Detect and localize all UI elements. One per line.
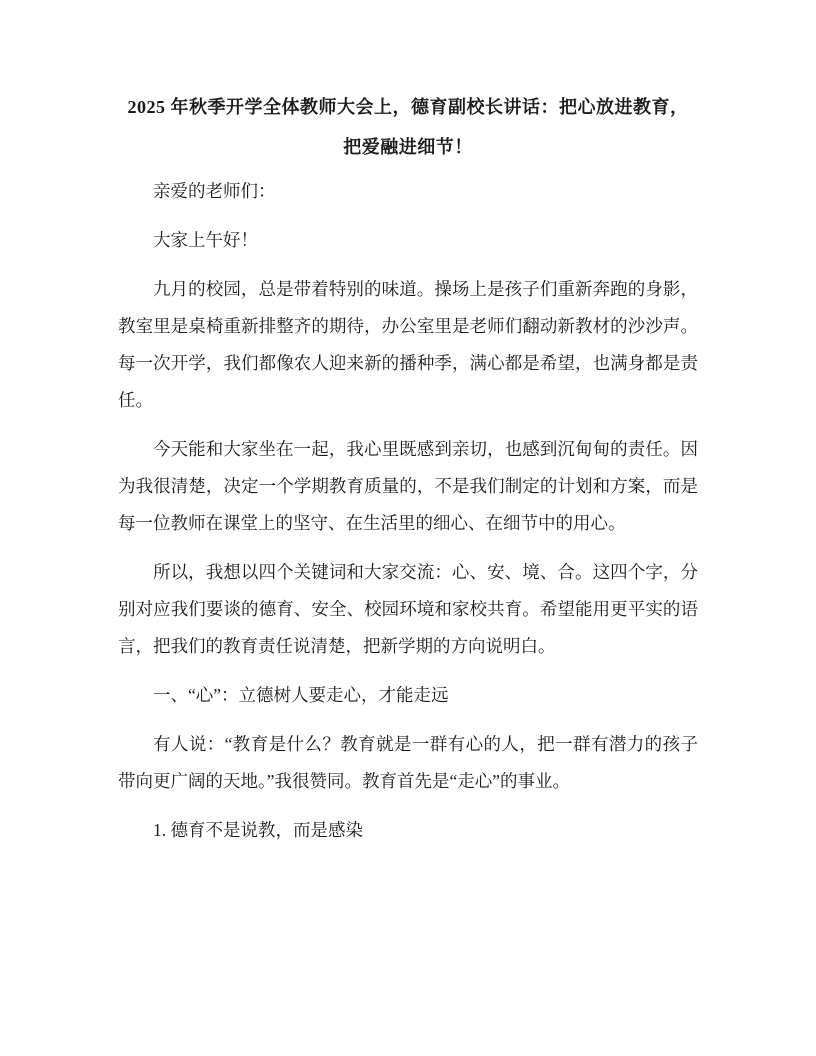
paragraph-what-is-education: 有人说：“教育是什么？教育就是一群有心的人，把一群有潜力的孩子带向更广阔的天地。”我很赞同。教育首先是“走心”的事业。 xyxy=(118,734,698,791)
paragraph-four-keywords: 所以，我想以四个关键词和大家交流：心、安、境、合。这四个字，分别对应我们要谈的德育、安全、校园环境和家校共育。希望能用更平实的语言，把我们的教育责任说清楚，把新学期的方向说明白。 xyxy=(118,562,698,656)
paragraph-september-campus: 九月的校园，总是带着特别的味道。操场上是孩子们重新奔跑的身影，教室里是桌椅重新排整齐的期待，办公室里是老师们翻动新教材的沙沙声。每一次开学，我们都像农人迎来新的播种季，满心都是希望，也满身都是责任。 xyxy=(118,279,698,410)
numbered-point-1-moral-education: 1. 德育不是说教，而是感染 xyxy=(153,820,363,840)
paragraph-greeting: 大家上午好！ xyxy=(153,230,258,250)
paragraph-responsibility: 今天能和大家坐在一起，我心里既感到亲切，也感到沉甸甸的责任。因为我很清楚，决定一个学期教育质量的，不是我们制定的计划和方案，而是每一位教师在课堂上的坚守、在生活里的细心、在细节中的用心。 xyxy=(118,439,698,533)
document-title xyxy=(118,87,698,167)
document-title-line-2: 把爱融进细节！ xyxy=(343,137,473,157)
section-heading-1-heart: 一、“心”：立德树人要走心，才能走远 xyxy=(153,685,449,705)
document-title-line-1: 2025 年秋季开学全体教师大会上，德育副校长讲话：把心放进教育， xyxy=(127,97,689,117)
paragraph-salutation: 亲爱的老师们： xyxy=(153,181,276,201)
